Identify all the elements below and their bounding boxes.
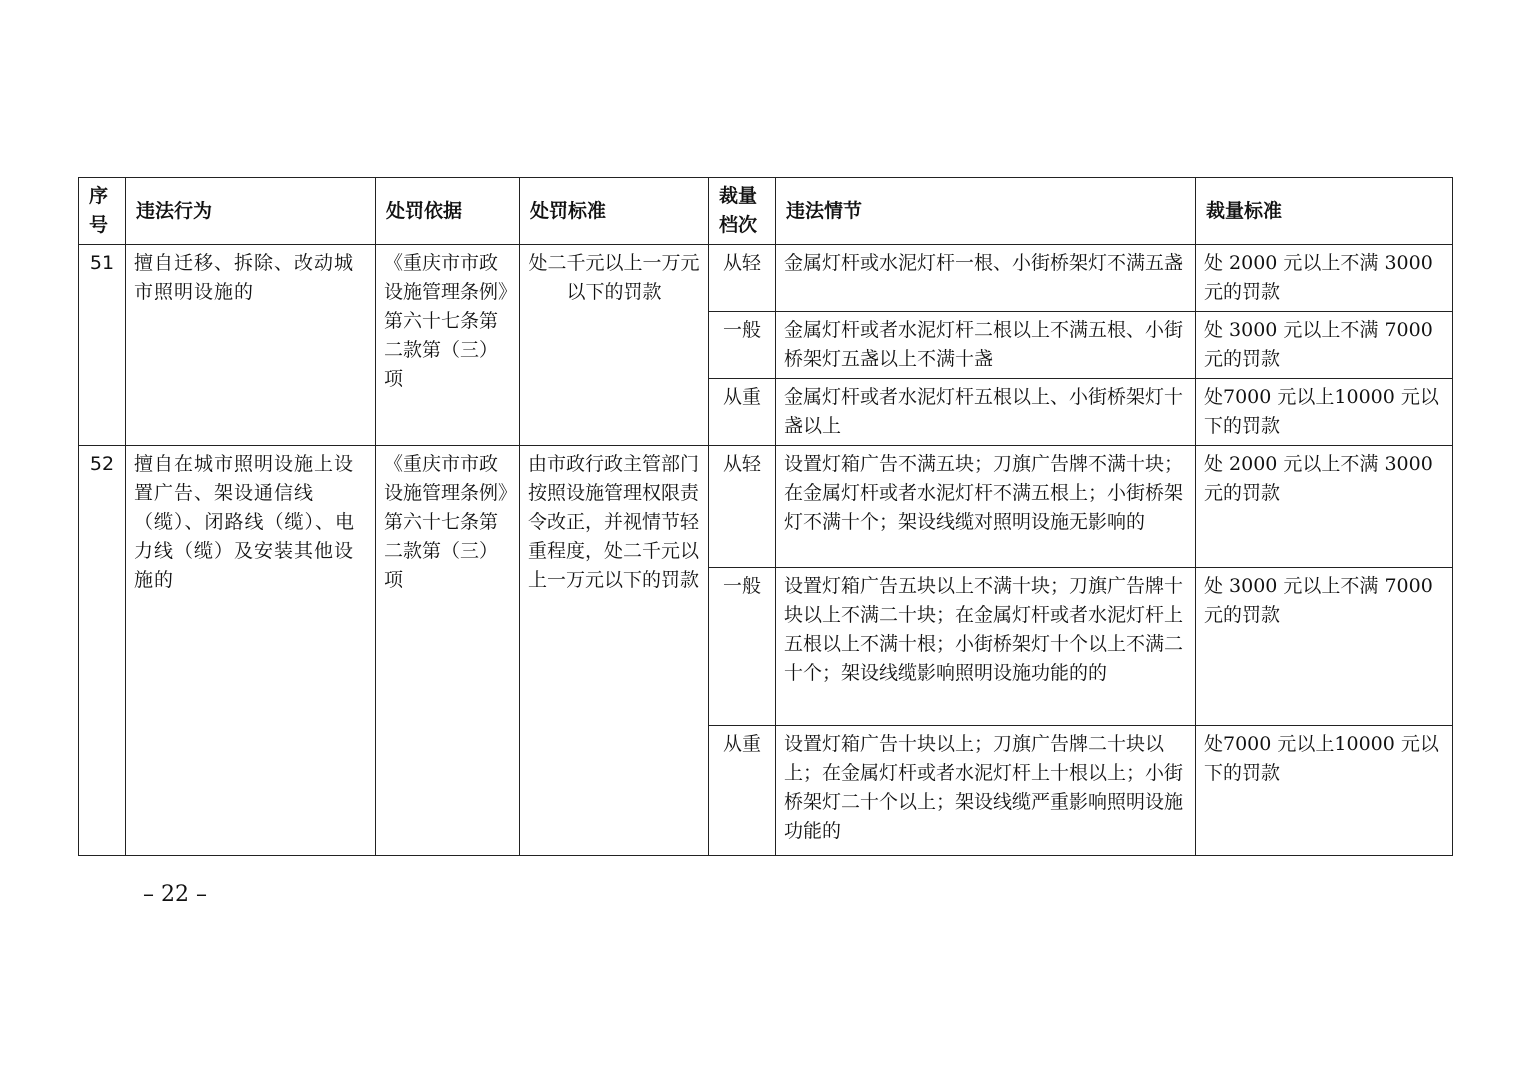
discretion-level: 从重	[709, 379, 776, 446]
penalty-standard: 由市政行政主管部门按照设施管理权限责令改正，并视情节轻重程度，处二千元以上一万元以下的罚款	[520, 446, 709, 856]
circumstance: 金属灯杆或水泥灯杆一根、小街桥架灯不满五盏	[776, 245, 1196, 312]
header-standard: 处罚标准	[520, 178, 709, 245]
header-circumstance: 违法情节	[776, 178, 1196, 245]
discretion-standard: 处 2000 元以上不满 3000 元的罚款	[1196, 446, 1453, 568]
table-header-row	[79, 178, 1453, 245]
discretion-level: 从轻	[709, 446, 776, 568]
violation-act: 擅自在城市照明设施上设置广告、架设通信线（缆）、闭路线（缆）、电力线（缆）及安装其他设施的	[126, 446, 376, 856]
circumstance: 金属灯杆或者水泥灯杆二根以上不满五根、小街桥架灯五盏以上不满十盏	[776, 312, 1196, 379]
penalty-basis: 《重庆市市政设施管理条例》第六十七条第二款第（三）项	[376, 245, 520, 446]
penalty-discretion-table	[78, 177, 1453, 856]
page-number: – 22 –	[143, 882, 207, 907]
discretion-standard: 处 3000 元以上不满 7000 元的罚款	[1196, 312, 1453, 379]
header-act: 违法行为	[126, 178, 376, 245]
discretion-standard: 处7000 元以上10000 元以下的罚款	[1196, 379, 1453, 446]
discretion-level: 一般	[709, 312, 776, 379]
discretion-level: 从轻	[709, 245, 776, 312]
header-discretion: 裁量标准	[1196, 178, 1453, 245]
row-number: 51	[79, 245, 126, 446]
header-basis: 处罚依据	[376, 178, 520, 245]
circumstance: 设置灯箱广告十块以上；刀旗广告牌二十块以上；在金属灯杆或者水泥灯杆上十根以上；小街桥架灯二十个以上；架设线缆严重影响照明设施功能的	[776, 726, 1196, 856]
discretion-standard: 处 3000 元以上不满 7000 元的罚款	[1196, 568, 1453, 726]
table-row	[79, 446, 1453, 568]
discretion-level: 从重	[709, 726, 776, 856]
header-level: 裁量档次	[709, 178, 776, 245]
discretion-standard: 处7000 元以上10000 元以下的罚款	[1196, 726, 1453, 856]
circumstance: 金属灯杆或者水泥灯杆五根以上、小街桥架灯十盏以上	[776, 379, 1196, 446]
discretion-standard: 处 2000 元以上不满 3000 元的罚款	[1196, 245, 1453, 312]
penalty-standard: 处二千元以上一万元以下的罚款	[520, 245, 709, 446]
discretion-level: 一般	[709, 568, 776, 726]
table-row	[79, 245, 1453, 312]
header-no: 序号	[79, 178, 126, 245]
penalty-basis: 《重庆市市政设施管理条例》第六十七条第二款第（三）项	[376, 446, 520, 856]
row-number: 52	[79, 446, 126, 856]
violation-act: 擅自迁移、拆除、改动城市照明设施的	[126, 245, 376, 446]
circumstance: 设置灯箱广告五块以上不满十块；刀旗广告牌十块以上不满二十块；在金属灯杆或者水泥灯杆上五根以上不满十根；小街桥架灯十个以上不满二十个；架设线缆影响照明设施功能的的	[776, 568, 1196, 726]
circumstance: 设置灯箱广告不满五块；刀旗广告牌不满十块；在金属灯杆或者水泥灯杆不满五根上；小街桥架灯不满十个；架设线缆对照明设施无影响的	[776, 446, 1196, 568]
